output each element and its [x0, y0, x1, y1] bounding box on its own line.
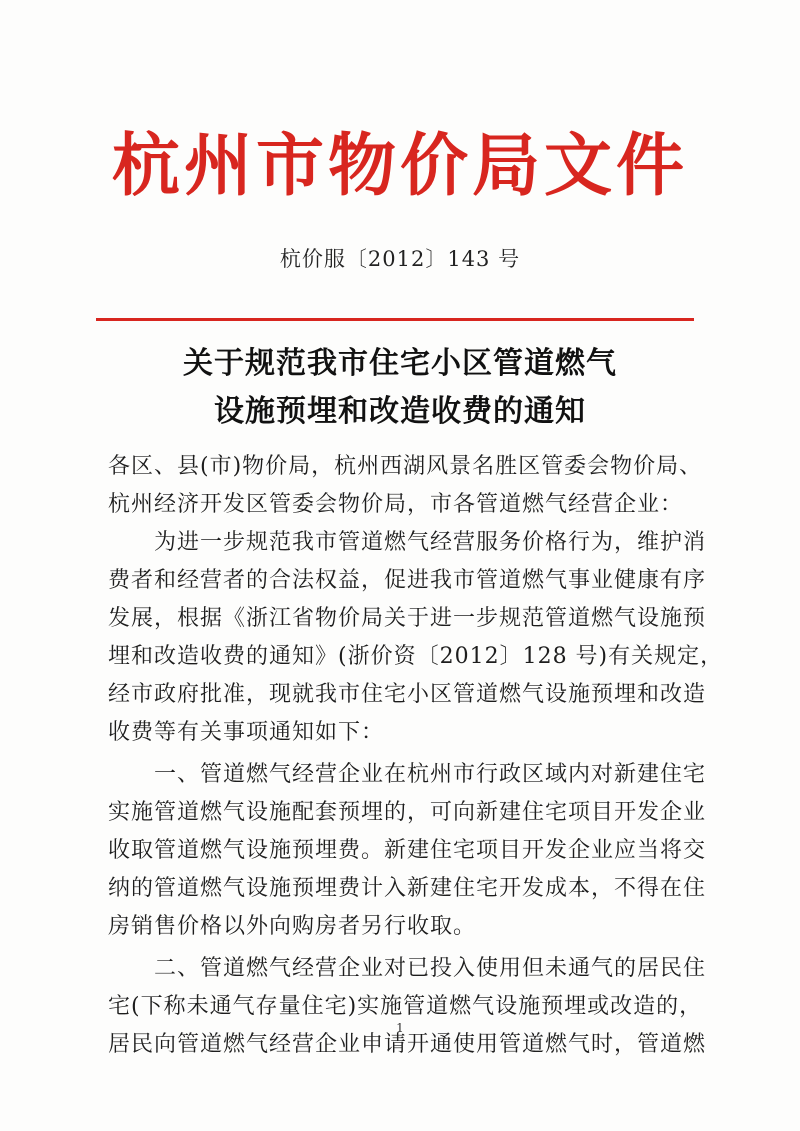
body-line: 居民向管道燃气经营企业申请开通使用管道燃气时，管道燃 — [108, 1032, 707, 1057]
notice-title-line-2: 设施预埋和改造收费的通知 — [214, 394, 586, 429]
body-line: 二、管道燃气经营企业对已投入使用但未通气的居民住 — [108, 956, 707, 981]
notice-title — [0, 340, 800, 436]
body-line: 费者和经营者的合法权益，促进我市管道燃气事业健康有序 — [108, 568, 707, 593]
document-number: 杭价服〔2012〕143 号 — [279, 247, 521, 271]
red-divider-rule — [96, 318, 694, 321]
body-line: 杭州经济开发区管委会物价局，市各管道燃气经营企业： — [108, 492, 684, 517]
notice-title-line-1: 关于规范我市住宅小区管道燃气 — [183, 346, 617, 381]
notice-body — [108, 448, 724, 1064]
body-line: 各区、县(市)物价局，杭州西湖风景名胜区管委会物价局、 — [108, 454, 703, 479]
body-line: 收费等有关事项通知如下： — [108, 720, 385, 745]
body-line: 实施管道燃气设施配套预埋的，可向新建住宅项目开发企业 — [108, 800, 707, 825]
body-line: 一、管道燃气经营企业在杭州市行政区域内对新建住宅 — [108, 762, 707, 787]
body-line: 纳的管道燃气设施预埋费计入新建住宅开发成本，不得在住 — [108, 876, 707, 901]
body-line: 宅(下称未通气存量住宅)实施管道燃气设施预埋或改造的， — [108, 994, 703, 1019]
body-line: 经市政府批准，现就我市住宅小区管道燃气设施预埋和改造 — [108, 682, 707, 707]
body-line: 房销售价格以外向购房者另行收取。 — [108, 914, 477, 939]
body-line: 发展，根据《浙江省物价局关于进一步规范管道燃气设施预 — [108, 606, 707, 631]
body-line: 收取管道燃气设施预埋费。新建住宅项目开发企业应当将交 — [108, 838, 707, 863]
body-line: 为进一步规范我市管道燃气经营服务价格行为，维护消 — [108, 530, 707, 555]
page-number: 1 — [396, 1021, 404, 1035]
body-line: 埋和改造收费的通知》(浙价资〔2012〕128 号)有关规定， — [108, 644, 724, 669]
document-header-title: 杭州市物价局文件 — [111, 126, 688, 206]
